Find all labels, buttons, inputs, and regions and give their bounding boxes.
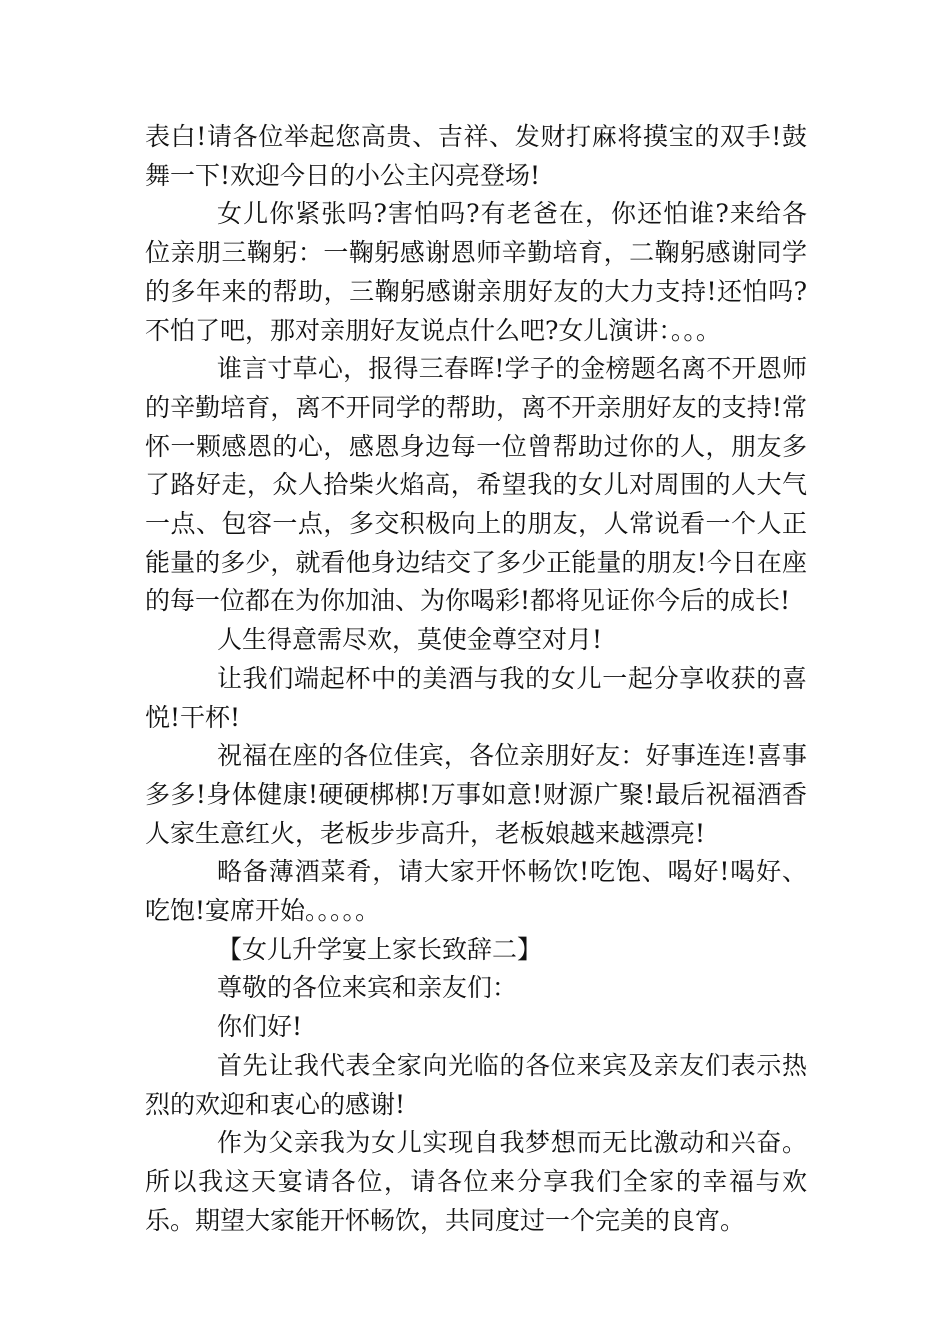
paragraph-three-bows: 女儿你紧张吗?害怕吗?有老爸在，你还怕谁?来给各位亲朋三鞠躬：一鞠躬感谢恩师辛勤培育，二鞠躬感谢同学的多年来的帮助，三鞠躬感谢亲朋好友的大力支持!还怕吗?不怕了吧，那对亲朋好友说点什么吧?女儿演讲：。。。 (145, 199, 807, 345)
paragraph-poem-line: 人生得意需尽欢，莫使金尊空对月! (217, 625, 603, 655)
paragraph-father-speech: 作为父亲我为女儿实现自我梦想而无比激动和兴奋。所以我这天宴请各位，请各位来分享我们全家的幸福与欢乐。期望大家能开怀畅饮，共同度过一个完美的良宵。 (145, 1128, 807, 1235)
paragraph-blessings: 祝福在座的各位佳宾，各位亲朋好友：好事连连!喜事多多!身体健康!硬硬梆梆!万事如意!财源广聚!最后祝福酒香人家生意红火，老板步步高升，老板娘越来越漂亮! (145, 741, 807, 848)
document-body (145, 118, 807, 1240)
paragraph-welcome: 首先让我代表全家向光临的各位来宾及亲友们表示热烈的欢迎和衷心的感谢! (145, 1050, 807, 1119)
paragraph-greeting: 你们好! (217, 1012, 303, 1042)
paragraph-opening: 表白!请各位举起您高贵、吉祥、发财打麻将摸宝的双手!鼓舞一下!欢迎今日的小公主闪亮登场! (145, 122, 807, 190)
paragraph-toast: 让我们端起杯中的美酒与我的女儿一起分享收获的喜悦!干杯! (145, 663, 807, 732)
paragraph-gratitude: 谁言寸草心，报得三春晖!学子的金榜题名离不开恩师的辛勤培育，离不开同学的帮助，离不开亲朋好友的支持!常怀一颗感恩的心，感恩身边每一位曾帮助过你的人，朋友多了路好走，众人拾柴火焰高，希望我的女儿对周围的人大气一点、包容一点，多交积极向上的朋友，人常说看一个人正能量的多少，就看他身边结交了多少正能量的朋友!今日在座的每一位都在为你加油、为你喝彩!都将见证你今后的成长! (145, 354, 807, 616)
paragraph-banquet-start: 略备薄酒菜肴，请大家开怀畅饮!吃饱、喝好!喝好、吃饱!宴席开始。。。。。 (145, 857, 807, 926)
section-heading: 【女儿升学宴上家长致辞二】 (217, 934, 543, 964)
paragraph-salutation: 尊敬的各位来宾和亲友们： (217, 973, 518, 1003)
